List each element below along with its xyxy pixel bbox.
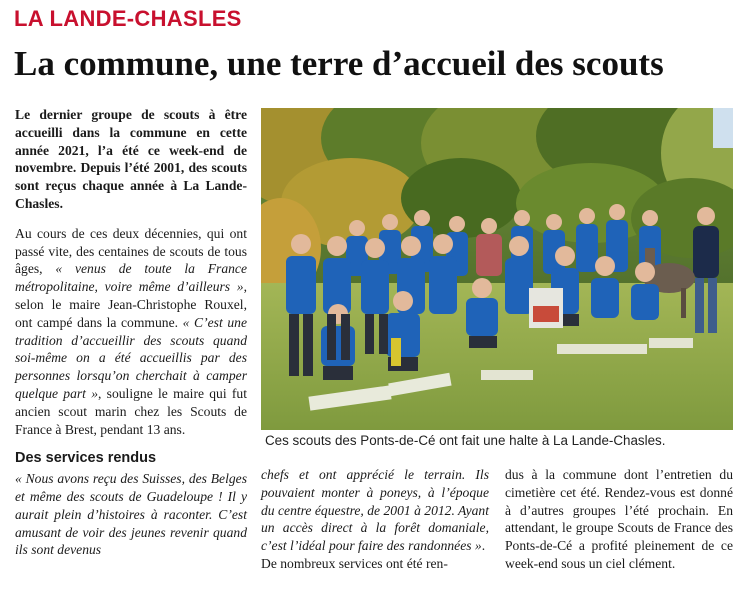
body-paragraph-4: dus à la commune dont l’entretien du cimetière cet été. Rendez-vous est donné à d’autres groupes l’été prochain. En attendant, le groupe Scouts de France des Ponts-de-Cé a profité pleinement de ce week-end sous un ciel clément. [505, 467, 733, 571]
text-run: Au cours de ces deux décennies, qui ont passé vite, des centaines de scouts de tous âges, [15, 225, 247, 277]
text-run: , souligne le maire qui fut ancien scout marin chez les Scouts de France à Brest, pendant 13 ans. [15, 385, 247, 437]
column-3 [505, 466, 733, 573]
quote-run: « venus de toute la France métropolitaine, voire même d’ailleurs » [15, 261, 247, 295]
body-paragraph-2: « Nous avons reçu des Suisses, des Belges et même des scouts de Guadeloupe ! Il y aurait plein d’histoires à raconter. C’est amusant de voir des jeunes revenir quand ils sont devenus [15, 471, 247, 558]
quote-run: « C’est une tradition d’accueillir des scouts quand soi-même on a été accueillis par des personnes lorsqu’on cherchait à camper quelque part » [15, 314, 247, 401]
text-run: De nombreux services ont été ren- [261, 555, 448, 571]
headline: La commune, une terre d’accueil des scouts [14, 44, 664, 83]
photo-caption: Ces scouts des Ponts-de-Cé ont fait une halte à La Lande-Chasles. [265, 433, 666, 448]
quote-run: chefs et ont apprécié le terrain. Ils pouvaient monter à poneys, à l’époque du centre équestre, de 2001 à 2012. Ayant un accès direct à la forêt domaniale, c’est l’idéal pour faire des randonnées » [261, 467, 489, 554]
subheading: Des services rendus [15, 450, 157, 467]
body-paragraph-1 [15, 225, 247, 439]
lead-paragraph: Le dernier groupe de scouts à être accueilli dans la commune en cette année 2021, l’a été ce week-end de novembre. Depuis l’été 2001, des scouts sont reçus chaque année à La Lande-Chasles. [15, 107, 247, 211]
article-photo [261, 108, 733, 430]
column-1 [15, 106, 247, 559]
column-2 [261, 466, 489, 573]
text-run: , selon le maire Jean-Christophe Rouxel, ont campé dans la commune. [15, 279, 247, 330]
text-run: . [481, 538, 486, 554]
body-paragraph-3 [261, 466, 489, 573]
section-kicker: LA LANDE-CHASLES [14, 6, 242, 31]
photo-scouts-group [261, 108, 733, 430]
